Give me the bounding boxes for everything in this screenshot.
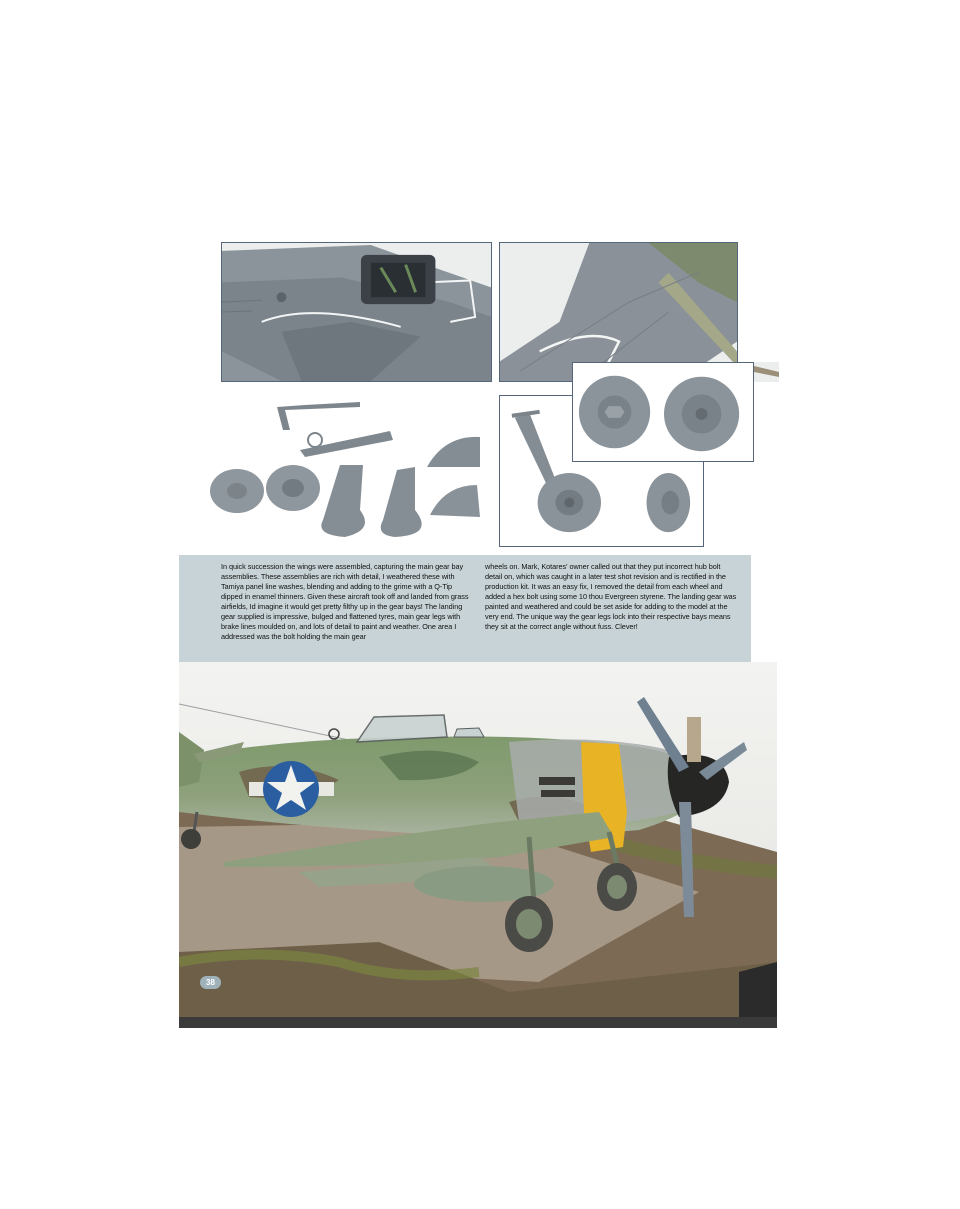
photo-landing-gear-parts [205,395,495,547]
photo-fuselage-cockpit [221,242,492,382]
caption-text-left: In quick succession the wings were assembled, capturing the main gear bay assemblies. These assemblies are rich with detail, I weathered these with Tamiya panel line washes, blending and adding to the grime with a Q-Tip dipped in enamel thinners. Given these aircraft took off and landed from grass airfields, Id imagine it would get pretty filthy up in the gear bays! The landing gear supplied is impressive, bulged and flattened tyres, main gear legs with brake lines moulded on, and lots of detail to paint and weather. One area I addressed was the bolt holding the main gear [221,562,469,641]
page-number: 38 [200,976,221,989]
caption-panel [179,555,751,662]
photo-bf109-diorama [179,662,777,1028]
caption-text-right: wheels on. Mark, Kotares' owner called out that they put incorrect hub bolt detail on, which was caught in a later test shot revision and is rectified in the production kit. It was an easy fix, I removed the detail from each wheel and added a hex bolt using some 10 thou Evergreen styrene. The landing gear was painted and weathered and could be set aside for adding to the model at the very end. The unique way the gear legs lock into their respective bays means they sit at the correct angle without fuss. Clever! [485,562,737,631]
photo-wheels-closeup [572,362,754,462]
photo-wing-edge-strip [754,362,779,382]
photo-wing-upper [499,242,738,382]
